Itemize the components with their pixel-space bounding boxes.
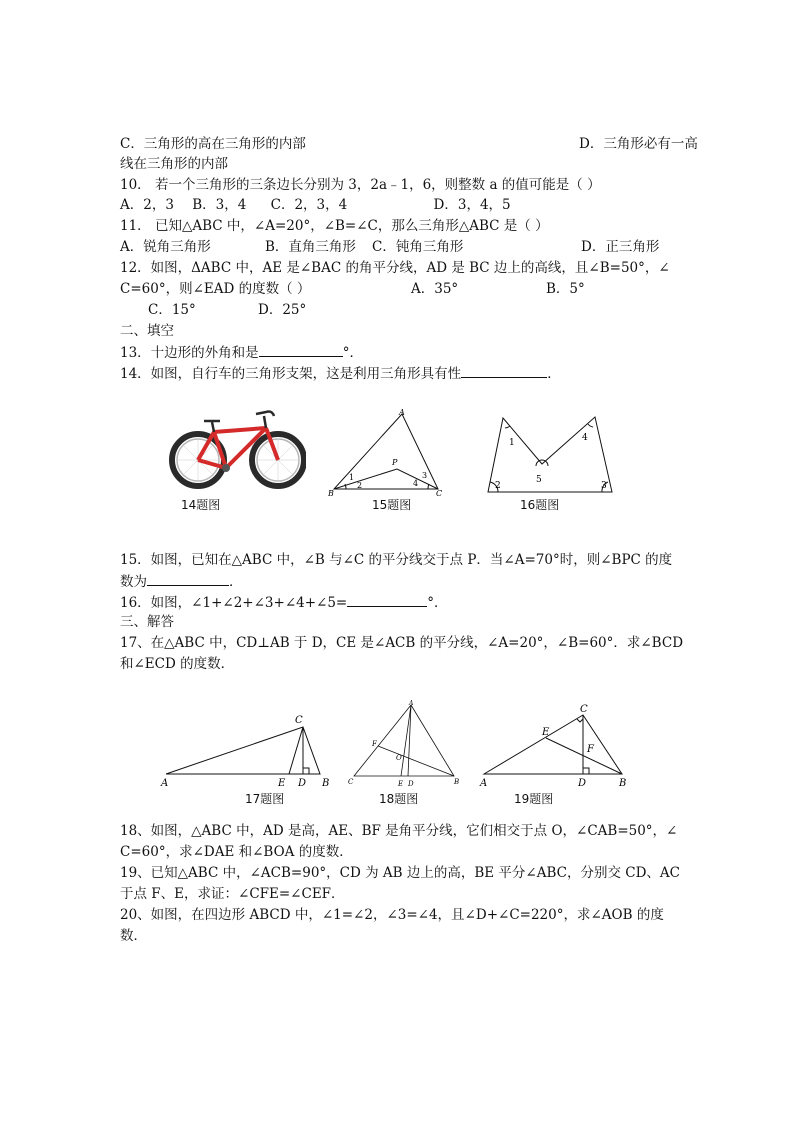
figure-15-triangle: [326, 408, 446, 498]
q16: [120, 592, 448, 613]
q14: [120, 363, 561, 384]
fig15-angle-3: 3: [422, 471, 428, 480]
fig18-label-b: B: [454, 778, 460, 786]
bicycle-figure: [168, 402, 306, 494]
fig15-label-c: C: [436, 489, 443, 498]
q12-option-c: C．15°: [148, 302, 196, 318]
figure-16-caption: 16题图: [520, 498, 560, 512]
q15-line1: 15．如图，已知在△ABC 中，∠B 与∠C 的平分线交于点 P．当∠A=70°时，则∠BPC 的度: [120, 552, 673, 568]
fig18-label-a: A: [409, 700, 414, 707]
q19-line2: 于点 F、E，求证：∠CFE=∠CEF．: [120, 886, 345, 902]
q13-answer-blank[interactable]: [259, 342, 343, 357]
fig15-label-a: A: [399, 408, 405, 417]
fig17-label-b: B: [322, 778, 330, 789]
q11-option-c: C．钝角三角形: [372, 239, 464, 255]
figure-15-caption: 15题图: [372, 498, 412, 512]
q18-line1: 18、如图，△ABC 中，AD 是高，AE、BF 是角平分线，它们相交于点 O，∠CAB=50°，∠: [120, 823, 678, 839]
q9-option-d: D．三角形必有一高: [579, 136, 698, 152]
q13: [120, 342, 363, 363]
q14-suffix: ．: [547, 366, 561, 382]
fig15-angle-4: 4: [413, 479, 419, 488]
figure-18-triangle: [344, 700, 464, 790]
q12-option-a: A．35°: [411, 281, 459, 297]
q16-text: 16．如图，∠1+∠2+∠3+∠4+∠5=: [120, 595, 348, 611]
q11-option-d: D．正三角形: [581, 239, 660, 255]
q14-text: 14．如图，自行车的三角形支架，这是利用三角形具有性: [120, 366, 462, 382]
q10-stem: 10． 若一个三角形的三条边长分别为 3，2a﹣1，6，则整数 a 的值可能是（ ）: [120, 177, 601, 193]
q9-option-d-cont: 线在三角形的内部: [120, 156, 228, 172]
fig15-label-p: P: [392, 458, 398, 467]
q12-option-d: D．25°: [258, 302, 307, 318]
q10-option-a: A．2，3: [120, 197, 174, 213]
q12-line2: C=60°，则∠EAD 的度数（ ）: [120, 281, 311, 297]
fig18-label-f: F: [372, 740, 377, 748]
q10-option-b: B．3，4: [192, 197, 247, 213]
q12-option-b: B．5°: [546, 281, 585, 297]
q14-answer-blank[interactable]: [461, 363, 547, 378]
q20-line1: 20、如图，在四边形 ABCD 中，∠1=∠2，∠3=∠4，且∠D+∠C=220°，求∠AOB 的度: [120, 907, 664, 923]
q11-stem: 11． 已知△ABC 中，∠A=20°，∠B=∠C，那么三角形△ABC 是（ ）: [120, 218, 549, 234]
figure-14-caption: 14题图: [181, 498, 221, 512]
figure-19-caption: 19题图: [514, 792, 554, 806]
fig15-angle-1: 1: [349, 473, 355, 482]
q15-suffix: ．: [229, 574, 243, 590]
fig19-label-a: A: [480, 778, 488, 789]
fig15-angle-2: 2: [357, 481, 363, 490]
fig16-angle-4: 4: [582, 433, 588, 443]
section-answer-title: 三、解答: [120, 614, 174, 630]
q15-answer-blank[interactable]: [147, 571, 229, 586]
q17-line1: 17、在△ABC 中，CD⊥AB 于 D，CE 是∠ACB 的平分线，∠A=20°，∠B=60°．求∠BCD: [120, 635, 684, 651]
figure-17-caption: 17题图: [245, 792, 285, 806]
q20-line2: 数．: [120, 928, 147, 944]
fig18-label-o: O: [396, 754, 402, 762]
q11-option-b: B．直角三角形: [265, 239, 356, 255]
q11-option-a: A．锐角三角形: [120, 239, 211, 255]
crank: [222, 464, 230, 472]
q13-text: 13．十边形的外角和是: [120, 345, 259, 361]
fig19-label-c: C: [580, 704, 588, 715]
q17-line2: 和∠ECD 的度数．: [120, 656, 235, 672]
fig18-label-c: C: [348, 778, 354, 786]
q10-option-d: D．3，4，5: [433, 197, 511, 213]
q13-suffix: °．: [342, 345, 363, 361]
fig17-label-d: D: [298, 778, 307, 789]
fig19-label-f: F: [587, 744, 594, 755]
fig17-label-c: C: [295, 715, 303, 726]
q12-line1: 12．如图，ΔABC 中，AE 是∠BAC 的角平分线，AD 是 BC 边上的高线，且∠B=50°，∠: [120, 260, 670, 276]
q15-text: 数为: [120, 574, 147, 590]
fig15-label-b: B: [328, 489, 334, 498]
fig16-angle-2: 2: [495, 481, 501, 491]
section-fill-in-title: 二、填空: [120, 323, 174, 339]
q15-line2: [120, 571, 243, 592]
q10-options: [120, 195, 511, 215]
figure-17-triangle: [158, 710, 338, 790]
q9-option-c: C．三角形的高在三角形的内部: [120, 136, 306, 152]
fig16-angle-1: 1: [509, 438, 515, 448]
q16-answer-blank[interactable]: [347, 592, 427, 607]
q19-line1: 19、已知△ABC 中，∠ACB=90°，CD 为 AB 边上的高，BE 平分∠ABC，分别交 CD、AC: [120, 865, 680, 881]
q10-option-c: C．2，3，4: [270, 197, 348, 213]
q16-suffix: °．: [427, 595, 448, 611]
q18-line2: C=60°，求∠DAE 和∠BOA 的度数．: [120, 844, 353, 860]
figure-18-caption: 18题图: [379, 792, 419, 806]
fig19-label-d: D: [578, 778, 587, 789]
figure-19-triangle: [476, 700, 636, 790]
fig18-label-d: D: [408, 780, 414, 788]
fig19-label-e: E: [542, 727, 550, 738]
fig18-label-e: E: [398, 780, 404, 788]
fig19-label-b: B: [619, 778, 627, 789]
figure-16-polygon: [484, 412, 616, 496]
fig17-label-e: E: [278, 778, 286, 789]
fig17-label-a: A: [161, 778, 169, 789]
fig16-angle-5: 5: [536, 475, 542, 485]
fig16-angle-3: 3: [601, 481, 607, 491]
